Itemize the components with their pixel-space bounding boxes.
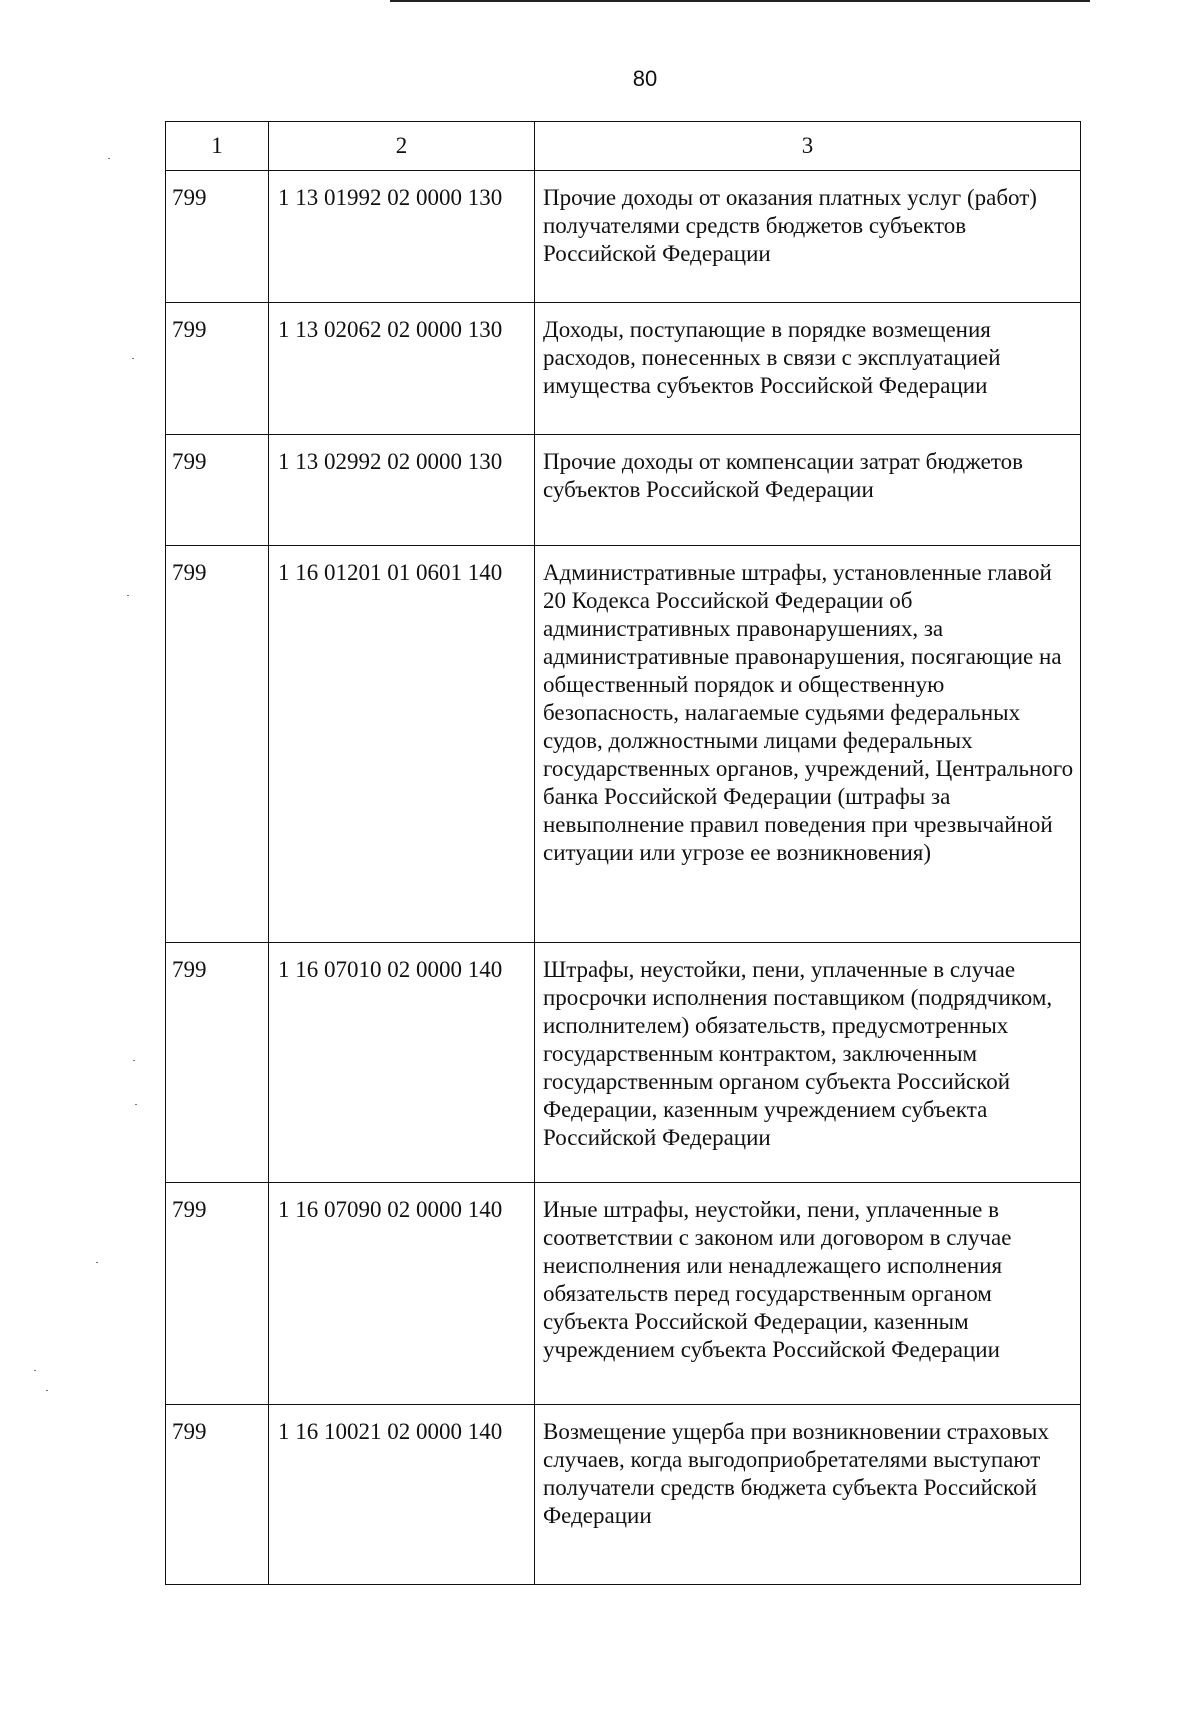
kbk-code-cell: 1 16 10021 02 0000 140 <box>269 1405 535 1585</box>
description-cell: Прочие доходы от оказания платных услуг (работ) получателями средств бюджетов субъектов Российской Федерации <box>535 171 1081 303</box>
scan-speck <box>96 1262 98 1263</box>
kbk-code-cell: 1 13 01992 02 0000 130 <box>269 171 535 303</box>
scan-speck <box>34 1370 36 1371</box>
admin-code-cell: 799 <box>166 171 269 303</box>
kbk-code-cell: 1 16 07010 02 0000 140 <box>269 943 535 1183</box>
table-row <box>166 435 1081 546</box>
scan-top-border <box>390 0 1090 2</box>
kbk-code-cell: 1 16 01201 01 0601 140 <box>269 546 535 943</box>
table-row <box>166 943 1081 1183</box>
header-col-3: 3 <box>535 122 1081 171</box>
table-row <box>166 1405 1081 1585</box>
table-row <box>166 171 1081 303</box>
description-cell: Возмещение ущерба при возникновении страховых случаев, когда выгодоприобретателями выступают получатели средств бюджета субъекта Российской Федерации <box>535 1405 1081 1585</box>
kbk-code-cell: 1 13 02992 02 0000 130 <box>269 435 535 546</box>
description-cell: Административные штрафы, установленные главой 20 Кодекса Российской Федерации об административных правонарушениях, за административные правонарушения, посягающие на общественный порядок и общественную безопасность, налагаемые судьями федеральных судов, должностными лицами федеральных государственных органов, учреждений, Центрального банка Российской Федерации (штрафы за невыполнение правил поведения при чрезвычайной ситуации или угрозе ее возникновения) <box>535 546 1081 943</box>
revenue-codes-table <box>165 121 1081 1585</box>
description-cell: Штрафы, неустойки, пени, уплаченные в случае просрочки исполнения поставщиком (подрядчиком, исполнителем) обязательств, предусмотренных государственным контрактом, заключенным государственным органом субъекта Российской Федерации, казенным учреждением субъекта Российской Федерации <box>535 943 1081 1183</box>
admin-code-cell: 799 <box>166 1405 269 1585</box>
scan-speck <box>46 1390 48 1391</box>
scan-speck <box>135 1104 137 1105</box>
description-cell: Иные штрафы, неустойки, пени, уплаченные в соответствии с законом или договором в случае неисполнения или ненадлежащего исполнения обязательств перед государственным органом субъекта Российской Федерации, казенным учреждением субъекта Российской Федерации <box>535 1183 1081 1405</box>
scan-speck <box>132 358 134 359</box>
header-col-2: 2 <box>269 122 535 171</box>
table-row <box>166 546 1081 943</box>
description-cell: Прочие доходы от компенсации затрат бюджетов субъектов Российской Федерации <box>535 435 1081 546</box>
page-number: 80 <box>632 66 658 91</box>
kbk-code-cell: 1 13 02062 02 0000 130 <box>269 303 535 435</box>
admin-code-cell: 799 <box>166 1183 269 1405</box>
header-col-1: 1 <box>166 122 269 171</box>
table-row <box>166 303 1081 435</box>
table-header-row <box>166 122 1081 171</box>
description-cell: Доходы, поступающие в порядке возмещения расходов, понесенных в связи с эксплуатацией имущества субъектов Российской Федерации <box>535 303 1081 435</box>
admin-code-cell: 799 <box>166 303 269 435</box>
scan-speck <box>133 1060 135 1061</box>
admin-code-cell: 799 <box>166 546 269 943</box>
scan-speck <box>108 158 110 159</box>
scan-speck <box>127 595 129 596</box>
kbk-code-cell: 1 16 07090 02 0000 140 <box>269 1183 535 1405</box>
admin-code-cell: 799 <box>166 943 269 1183</box>
table-row <box>166 1183 1081 1405</box>
admin-code-cell: 799 <box>166 435 269 546</box>
